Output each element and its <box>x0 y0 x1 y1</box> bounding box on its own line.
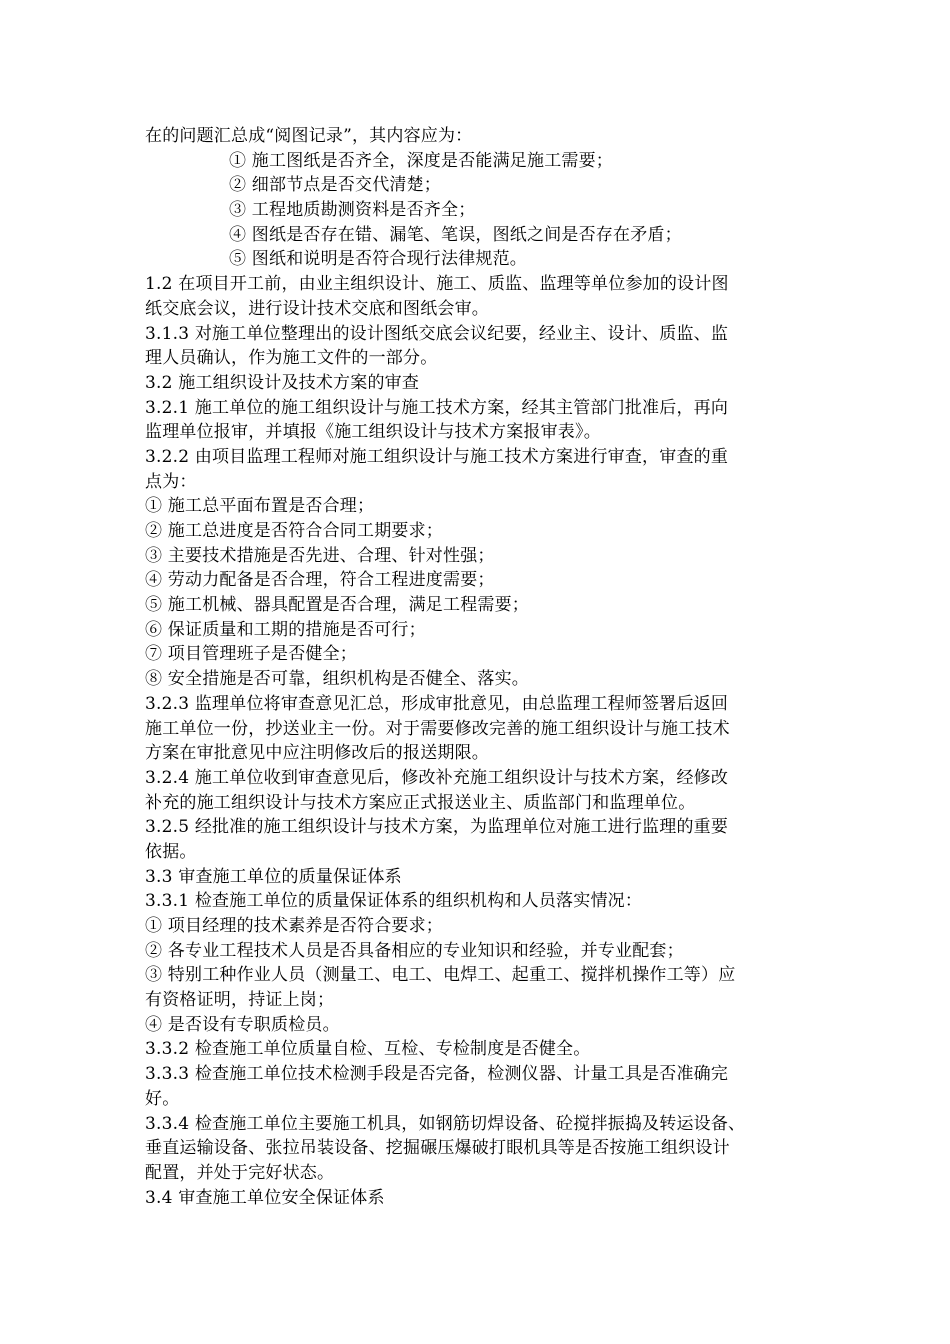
text-line: 3.3.2 检查施工单位质量自检、互检、专检制度是否健全。 <box>145 1039 591 1060</box>
text-line: ① 施工总平面布置是否合理； <box>145 496 375 517</box>
text-line: 3.3 审查施工单位的质量保证体系 <box>145 866 402 887</box>
text-line: 纸交底会议，进行设计技术交底和图纸会审。 <box>145 298 489 319</box>
text-line: 3.1.3 对施工单位整理出的设计图纸交底会议纪要，经业主、设计、质监、监 <box>145 323 729 344</box>
text-line: ⑧ 安全措施是否可靠，组织机构是否健全、落实。 <box>145 669 530 690</box>
document-body <box>145 124 825 1210</box>
text-line: 有资格证明，持证上岗； <box>145 990 335 1011</box>
text-line: ② 细部节点是否交代清楚； <box>229 175 442 196</box>
text-line: 3.2 施工组织设计及技术方案的审查 <box>145 372 420 393</box>
text-line: ⑤ 图纸和说明是否符合现行法律规范。 <box>229 249 528 270</box>
text-line: 3.2.1 施工单位的施工组织设计与施工技术方案，经其主管部门批准后，再向 <box>145 397 729 418</box>
text-line: ④ 劳动力配备是否合理，符合工程进度需要； <box>145 570 495 591</box>
text-line: 3.3.4 检查施工单位主要施工机具，如钢筋切焊设备、砼搅拌振捣及转运设备、 <box>145 1113 746 1134</box>
text-line: 3.2.3 监理单位将审查意见汇总，形成审批意见，由总监理工程师签署后返回 <box>145 693 729 714</box>
text-line: ① 施工图纸是否齐全，深度是否能满足施工需要； <box>229 150 614 171</box>
text-line: ② 各专业工程技术人员是否具备相应的专业知识和经验，并专业配套； <box>145 940 684 961</box>
text-line: ② 施工总进度是否符合合同工期要求； <box>145 521 444 541</box>
text-line: 垂直运输设备、张拉吊装设备、挖掘碾压爆破打眼机具等是否按施工组织设计 <box>145 1138 730 1159</box>
text-line: 3.2.2 由项目监理工程师对施工组织设计与施工技术方案进行审查，审查的重 <box>145 446 729 467</box>
text-line: 在的问题汇总成“阅图记录”，其内容应为： <box>145 126 473 146</box>
text-line: ③ 工程地质勘测资料是否齐全； <box>229 200 476 221</box>
text-line: ① 项目经理的技术素养是否符合要求； <box>145 916 444 936</box>
text-line: 补充的施工组织设计与技术方案应正式报送业主、质监部门和监理单位。 <box>145 792 696 813</box>
text-line: 3.3.1 检查施工单位的质量保证体系的组织机构和人员落实情况： <box>145 891 643 912</box>
text-line: 3.3.3 检查施工单位技术检测手段是否完备，检测仪器、计量工具是否准确完 <box>145 1064 729 1085</box>
text-line: 点为： <box>145 471 197 492</box>
text-line: 施工单位一份，抄送业主一份。对于需要修改完善的施工组织设计与施工技术 <box>145 718 730 739</box>
text-line: 理人员确认，作为施工文件的一部分。 <box>145 348 438 369</box>
text-line: ⑥ 保证质量和工期的措施是否可行； <box>145 619 426 640</box>
text-line: 方案在审批意见中应注明修改后的报送期限。 <box>145 743 489 764</box>
text-line: 3.2.4 施工单位收到审查意见后，修改补充施工组织设计与技术方案，经修改 <box>145 767 729 788</box>
text-line: 监理单位报审，并填报《施工组织设计与技术方案报审表》。 <box>145 422 601 443</box>
text-line: 1.2 在项目开工前，由业主组织设计、施工、质监、监理等单位参加的设计图 <box>145 274 729 295</box>
text-line: ③ 特别工种作业人员（测量工、电工、电焊工、起重工、搅拌机操作工等）应 <box>145 965 736 986</box>
text-line: ④ 图纸是否存在错、漏笔、笔误，图纸之间是否存在矛盾； <box>229 224 682 245</box>
text-line: 3.2.5 经批准的施工组织设计与技术方案，为监理单位对施工进行监理的重要 <box>145 817 729 838</box>
text-line: ③ 主要技术措施是否先进、合理、针对性强； <box>145 545 495 566</box>
text-line: ⑦ 项目管理班子是否健全； <box>145 644 358 665</box>
text-line: 依据。 <box>145 841 197 862</box>
text-line: 好。 <box>145 1088 180 1109</box>
text-line: ④ 是否设有专职质检员。 <box>145 1014 340 1035</box>
text-line: 3.4 审查施工单位安全保证体系 <box>145 1187 385 1208</box>
text-line: 配置，并处于完好状态。 <box>145 1162 335 1183</box>
text-line: ⑤ 施工机械、器具配置是否合理，满足工程需要； <box>145 595 530 616</box>
